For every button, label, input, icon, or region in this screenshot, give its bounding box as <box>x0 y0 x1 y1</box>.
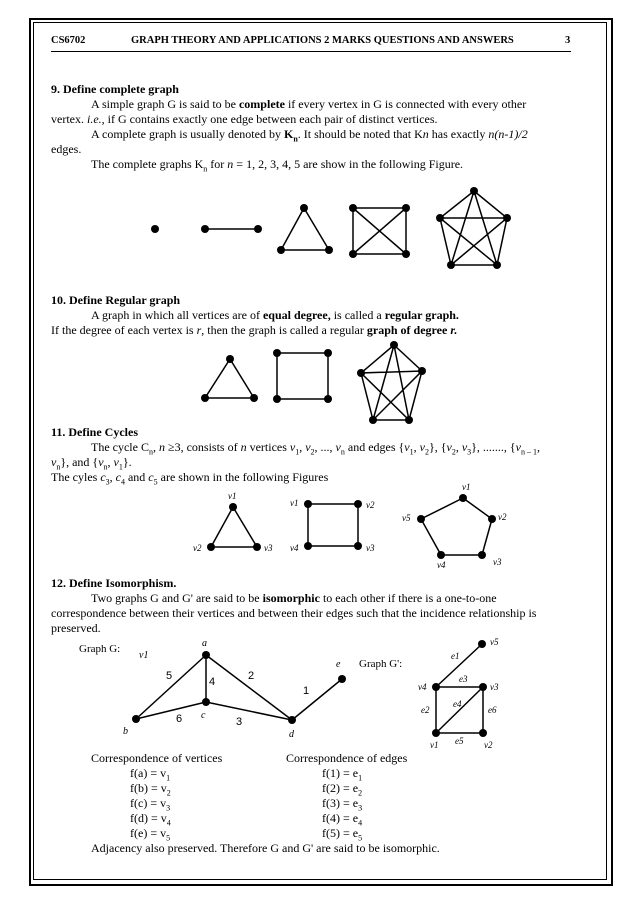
label-e6: e6 <box>488 705 497 715</box>
text: has exactly <box>428 127 489 141</box>
subscript: 1 <box>358 773 363 783</box>
edge-label-4: 4 <box>209 676 216 688</box>
text-italic: v <box>51 455 57 469</box>
text-italic: c <box>100 470 106 484</box>
text-italic: n <box>422 127 429 141</box>
text: f(b) = v <box>130 781 167 795</box>
label-e5: e5 <box>455 736 464 746</box>
subscript: 1 <box>118 462 123 472</box>
edge-label-6: 6 <box>176 713 183 725</box>
subscript: n <box>56 462 61 472</box>
text: }, and { <box>60 455 99 469</box>
text-italic: n(n-1)/2 <box>488 127 528 141</box>
q9-para4: edges. <box>51 142 82 156</box>
text: A complete graph is usually denoted by <box>91 127 284 141</box>
q12-heading: 12. Define Isomorphism. <box>51 576 177 590</box>
subscript: n <box>103 462 108 472</box>
subscript: 4 <box>358 818 363 828</box>
text-bold: K <box>283 127 294 141</box>
text: , <box>107 455 114 469</box>
subscript: 3 <box>166 803 171 813</box>
header-title: GRAPH THEORY AND APPLICATIONS 2 MARKS QUESTIONS AND ANSWERS <box>131 35 514 46</box>
label-v3: v3 <box>490 682 499 692</box>
text: . It should be noted that K <box>297 127 423 141</box>
subscript: 5 <box>166 833 171 843</box>
label-v5: v5 <box>402 513 411 523</box>
text-italic: c <box>148 470 154 484</box>
subscript: n <box>203 164 208 174</box>
label-v1: v1 <box>290 498 299 508</box>
isomorphism-conclusion: Adjacency also preserved. Therefore G and G' are said to be isomorphic. <box>91 841 440 855</box>
subscript: 2 <box>451 447 456 457</box>
text: The cyles <box>51 470 101 484</box>
label-v2: v2 <box>193 543 202 553</box>
subscript: n <box>293 134 298 144</box>
text-italic: v <box>335 440 341 454</box>
text-italic: v <box>305 440 311 454</box>
text: if G contains exactly one edge between each pair of distinct vertices. <box>104 112 438 126</box>
graph-g-prime-label: Graph G': <box>359 658 403 670</box>
subscript: 3 <box>467 447 472 457</box>
text-bold-italic: r. <box>450 323 458 337</box>
label-v4: v4 <box>437 560 446 570</box>
label-v4: v4 <box>290 543 299 553</box>
text: to each other if there is a one-to-one <box>319 591 497 605</box>
subscript: 1 <box>295 447 300 457</box>
label-v3: v3 <box>366 543 375 553</box>
label-a: a <box>202 638 207 649</box>
text: f(d) = v <box>130 811 167 825</box>
label-v3: v3 <box>493 557 502 567</box>
text: f(3) = e <box>322 796 359 810</box>
text: , <box>299 440 306 454</box>
text-italic: n <box>158 440 165 454</box>
text: A graph in which all vertices are of <box>91 308 263 322</box>
course-code: CS6702 <box>51 35 86 46</box>
text: , <box>152 440 159 454</box>
graph-g-label: Graph G: <box>79 643 121 655</box>
edge-label-5: 5 <box>166 670 173 682</box>
subscript: n <box>340 447 345 457</box>
subscript: 4 <box>120 477 125 487</box>
subscript: 1 <box>409 447 414 457</box>
subscript: 1 <box>166 773 171 783</box>
text: }, { <box>428 440 447 454</box>
label-e1: e1 <box>451 651 460 661</box>
text-bold: isomorphic <box>262 591 320 605</box>
edge-label-3: 3 <box>236 716 243 728</box>
text-italic: v <box>461 440 468 454</box>
text: A simple graph G is said to be <box>91 97 239 111</box>
q9-heading: 9. Define complete graph <box>51 82 179 96</box>
text: if every vertex in G is connected with every other <box>284 97 527 111</box>
text-bold: complete <box>238 97 285 111</box>
text: = 1, 2, 3, 4, 5 are show in the following Figure. <box>233 157 464 171</box>
subscript: n <box>148 447 153 457</box>
label-v3: v3 <box>264 543 273 553</box>
text: The cycle C <box>91 440 149 454</box>
label-v4: v4 <box>418 682 427 692</box>
text: , <box>109 470 116 484</box>
text: , then the graph is called a regular <box>201 323 367 337</box>
text: f(1) = e <box>322 766 359 780</box>
text-italic: v <box>419 440 425 454</box>
text-italic: v <box>404 440 410 454</box>
label-e: e <box>336 659 341 670</box>
text: }. <box>122 455 132 469</box>
text: f(c) = v <box>130 796 167 810</box>
text: for <box>207 157 228 171</box>
text: f(a) = v <box>130 766 167 780</box>
label-v1: v1 <box>430 740 439 750</box>
label-v2: v2 <box>498 512 507 522</box>
label-v1: v1 <box>139 650 149 661</box>
label-v1: v1 <box>462 482 471 492</box>
subscript: 2 <box>166 788 171 798</box>
text: If the degree of each vertex is <box>51 323 197 337</box>
subscript: 3 <box>358 803 363 813</box>
q10-heading: 10. Define Regular graph <box>51 293 181 307</box>
text: f(4) = e <box>322 811 359 825</box>
label-v2: v2 <box>366 500 375 510</box>
text: f(5) = e <box>322 826 359 840</box>
text: and edges { <box>344 440 405 454</box>
text-italic: v <box>113 455 119 469</box>
subscript: 2 <box>310 447 315 457</box>
text: vertex. <box>51 112 87 126</box>
edge-label-2: 2 <box>248 670 255 682</box>
text-italic: v <box>446 440 452 454</box>
subscript: 4 <box>166 818 171 828</box>
edge-label-1: 1 <box>303 685 310 697</box>
subscript: 2 <box>424 447 429 457</box>
text: The complete graphs K <box>91 157 204 171</box>
subscript: 5 <box>358 833 363 843</box>
subscript: n – 1 <box>521 447 537 457</box>
text: vertices <box>246 440 290 454</box>
q12-para3: preserved. <box>51 621 101 635</box>
label-e2: e2 <box>421 705 430 715</box>
text: }, ......., { <box>471 440 516 454</box>
text: f(e) = v <box>130 826 167 840</box>
text-bold: graph of degree <box>366 323 451 337</box>
label-v1: v1 <box>228 491 237 501</box>
text-italic: r <box>196 323 202 337</box>
subscript: 3 <box>105 477 110 487</box>
page-number: 3 <box>565 35 571 46</box>
text-italic: n <box>227 157 234 171</box>
edge-correspondence-heading: Correspondence of edges <box>286 751 408 765</box>
q12-para2: correspondence between their vertices and between their edges such that the incidence relationship is <box>51 606 537 620</box>
label-v2: v2 <box>484 740 493 750</box>
q11-heading: 11. Define Cycles <box>51 425 138 439</box>
text-italic: i.e., <box>86 112 105 126</box>
label-c: c <box>201 710 206 721</box>
subscript: 5 <box>153 477 158 487</box>
subscript: 2 <box>358 788 363 798</box>
text-italic: c <box>115 470 121 484</box>
label-e4: e4 <box>453 699 462 709</box>
text: , ..., <box>314 440 336 454</box>
text: , <box>455 440 462 454</box>
text-italic: v <box>515 440 521 454</box>
text-italic: v <box>289 440 296 454</box>
text: Two graphs G and G' are said to be <box>91 591 263 605</box>
label-b: b <box>123 726 128 737</box>
text-bold: regular graph. <box>384 308 459 322</box>
text: is called a <box>330 308 385 322</box>
text: ≥3, consists of <box>164 440 241 454</box>
text-bold: equal degree, <box>262 308 331 322</box>
text: and <box>124 470 149 484</box>
text: , <box>413 440 420 454</box>
text-italic: v <box>98 455 104 469</box>
label-d: d <box>289 729 294 740</box>
label-e3: e3 <box>459 674 468 684</box>
vertex-correspondence-heading: Correspondence of vertices <box>91 751 223 765</box>
text: f(2) = e <box>322 781 359 795</box>
text: are shown in the following Figures <box>157 470 329 484</box>
text-italic: n <box>240 440 247 454</box>
label-v5: v5 <box>490 637 499 647</box>
text: , <box>537 440 540 454</box>
